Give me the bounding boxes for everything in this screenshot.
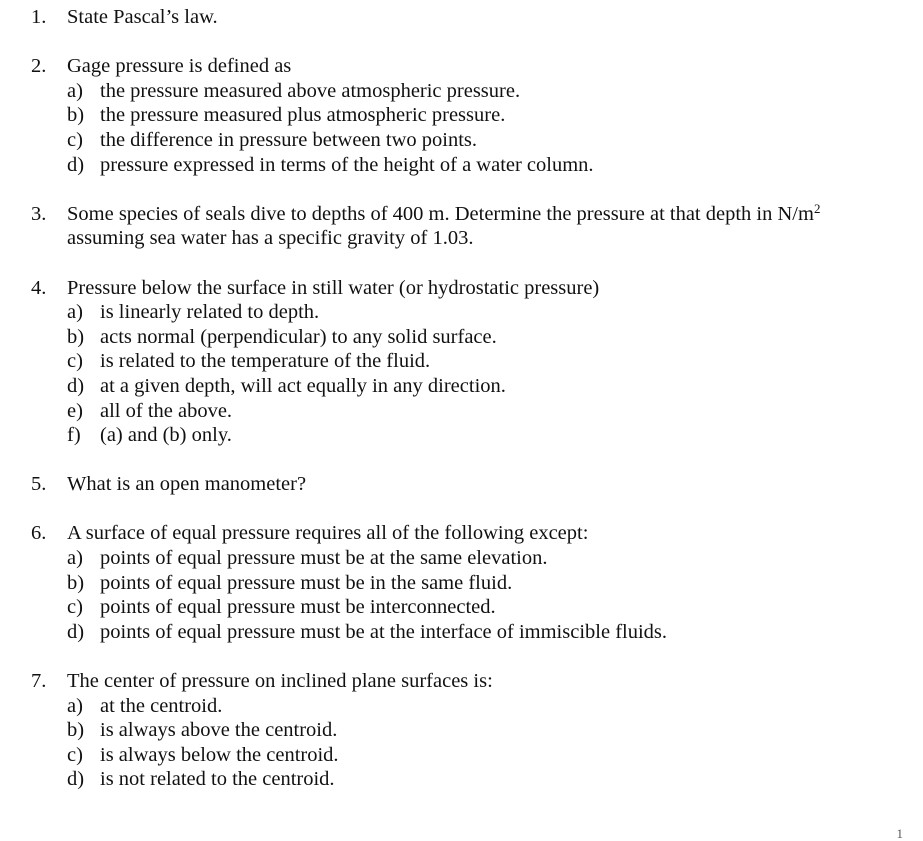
option-letter: c) [67, 128, 83, 151]
question-4-stem [0, 276, 923, 301]
answer-option [0, 423, 923, 448]
option-text: is linearly related to depth. [100, 301, 320, 324]
question-text: The center of pressure on inclined plane surfaces is: [67, 670, 493, 693]
answer-option [0, 743, 923, 768]
option-text: (a) and (b) only. [100, 424, 232, 447]
answer-option [0, 718, 923, 743]
question-3 [0, 202, 923, 251]
option-text: at a given depth, will act equally in any direction. [100, 374, 506, 397]
question-1-stem [0, 5, 923, 30]
answer-option [0, 374, 923, 399]
question-3-stem [0, 202, 923, 227]
option-text: points of equal pressure must be in the same fluid. [100, 571, 513, 594]
question-3-stem-continued [0, 226, 923, 251]
answer-option [0, 767, 923, 792]
option-text: is not related to the centroid. [100, 768, 335, 791]
question-number: 3. [31, 202, 47, 225]
superscript-exponent: 2 [813, 200, 821, 216]
question-5-stem [0, 472, 923, 497]
option-letter: a) [67, 547, 83, 570]
option-text: points of equal pressure must be at the interface of immiscible fluids. [100, 620, 668, 643]
question-6 [0, 521, 923, 644]
answer-option [0, 571, 923, 596]
question-text: Gage pressure is defined as [67, 55, 292, 78]
option-text: all of the above. [100, 399, 233, 422]
option-letter: d) [67, 153, 85, 176]
answer-option [0, 399, 923, 424]
answer-option [0, 694, 923, 719]
option-text: is always below the centroid. [100, 743, 339, 766]
question-text: What is an open manometer? [67, 473, 307, 496]
question-number: 1. [31, 6, 47, 28]
question-6-stem [0, 521, 923, 546]
question-5 [0, 472, 923, 497]
option-text: the difference in pressure between two points. [100, 128, 478, 151]
option-letter: c) [67, 350, 83, 373]
option-letter: f) [67, 424, 81, 447]
answer-option [0, 79, 923, 104]
option-letter: b) [67, 719, 85, 742]
question-1 [0, 5, 923, 30]
option-text: the pressure measured plus atmospheric pressure. [100, 104, 506, 127]
question-text: Pressure below the surface in still water (or hydrostatic pressure) [67, 276, 600, 299]
question-7 [0, 669, 923, 792]
option-text: is always above the centroid. [100, 719, 338, 742]
question-number: 2. [31, 55, 47, 78]
question-text: State Pascal’s law. [67, 6, 218, 28]
question-number: 5. [31, 473, 47, 496]
question-text: A surface of equal pressure requires all of the following except: [67, 522, 589, 545]
option-text: is related to the temperature of the fluid. [100, 350, 431, 373]
option-letter: a) [67, 79, 83, 102]
answer-option [0, 325, 923, 350]
option-text: at the centroid. [100, 694, 223, 717]
answer-option [0, 128, 923, 153]
question-7-stem [0, 669, 923, 694]
option-letter: e) [67, 399, 83, 422]
answer-option [0, 620, 923, 645]
option-text: pressure expressed in terms of the height of a water column. [100, 153, 594, 176]
option-text: the pressure measured above atmospheric pressure. [100, 79, 521, 102]
question-4 [0, 276, 923, 448]
option-letter: c) [67, 743, 83, 766]
option-letter: d) [67, 768, 85, 791]
question-text-line-1: Some species of seals dive to depths of 400 m. Determine the pressure at that depth in N/m [67, 202, 814, 225]
option-text: acts normal (perpendicular) to any solid surface. [100, 325, 497, 348]
option-text: points of equal pressure must be interconnected. [100, 596, 496, 619]
option-letter: b) [67, 571, 85, 594]
answer-option [0, 546, 923, 571]
option-letter: b) [67, 104, 85, 127]
option-letter: d) [67, 620, 85, 643]
option-letter: a) [67, 301, 83, 324]
answer-option [0, 595, 923, 620]
question-number: 4. [31, 276, 47, 299]
option-letter: a) [67, 694, 83, 717]
answer-option [0, 349, 923, 374]
question-2 [0, 54, 923, 177]
option-text: points of equal pressure must be at the same elevation. [100, 547, 548, 570]
option-letter: c) [67, 596, 83, 619]
answer-option [0, 103, 923, 128]
answer-option [0, 300, 923, 325]
option-letter: d) [67, 374, 85, 397]
question-number: 7. [31, 670, 47, 693]
question-number: 6. [31, 522, 47, 545]
option-letter: b) [67, 325, 85, 348]
answer-option [0, 153, 923, 178]
question-text-line-2: assuming sea water has a specific gravity of 1.03. [67, 227, 474, 250]
page-number: 1 [896, 826, 903, 841]
question-sheet [0, 5, 923, 817]
question-2-stem [0, 54, 923, 79]
